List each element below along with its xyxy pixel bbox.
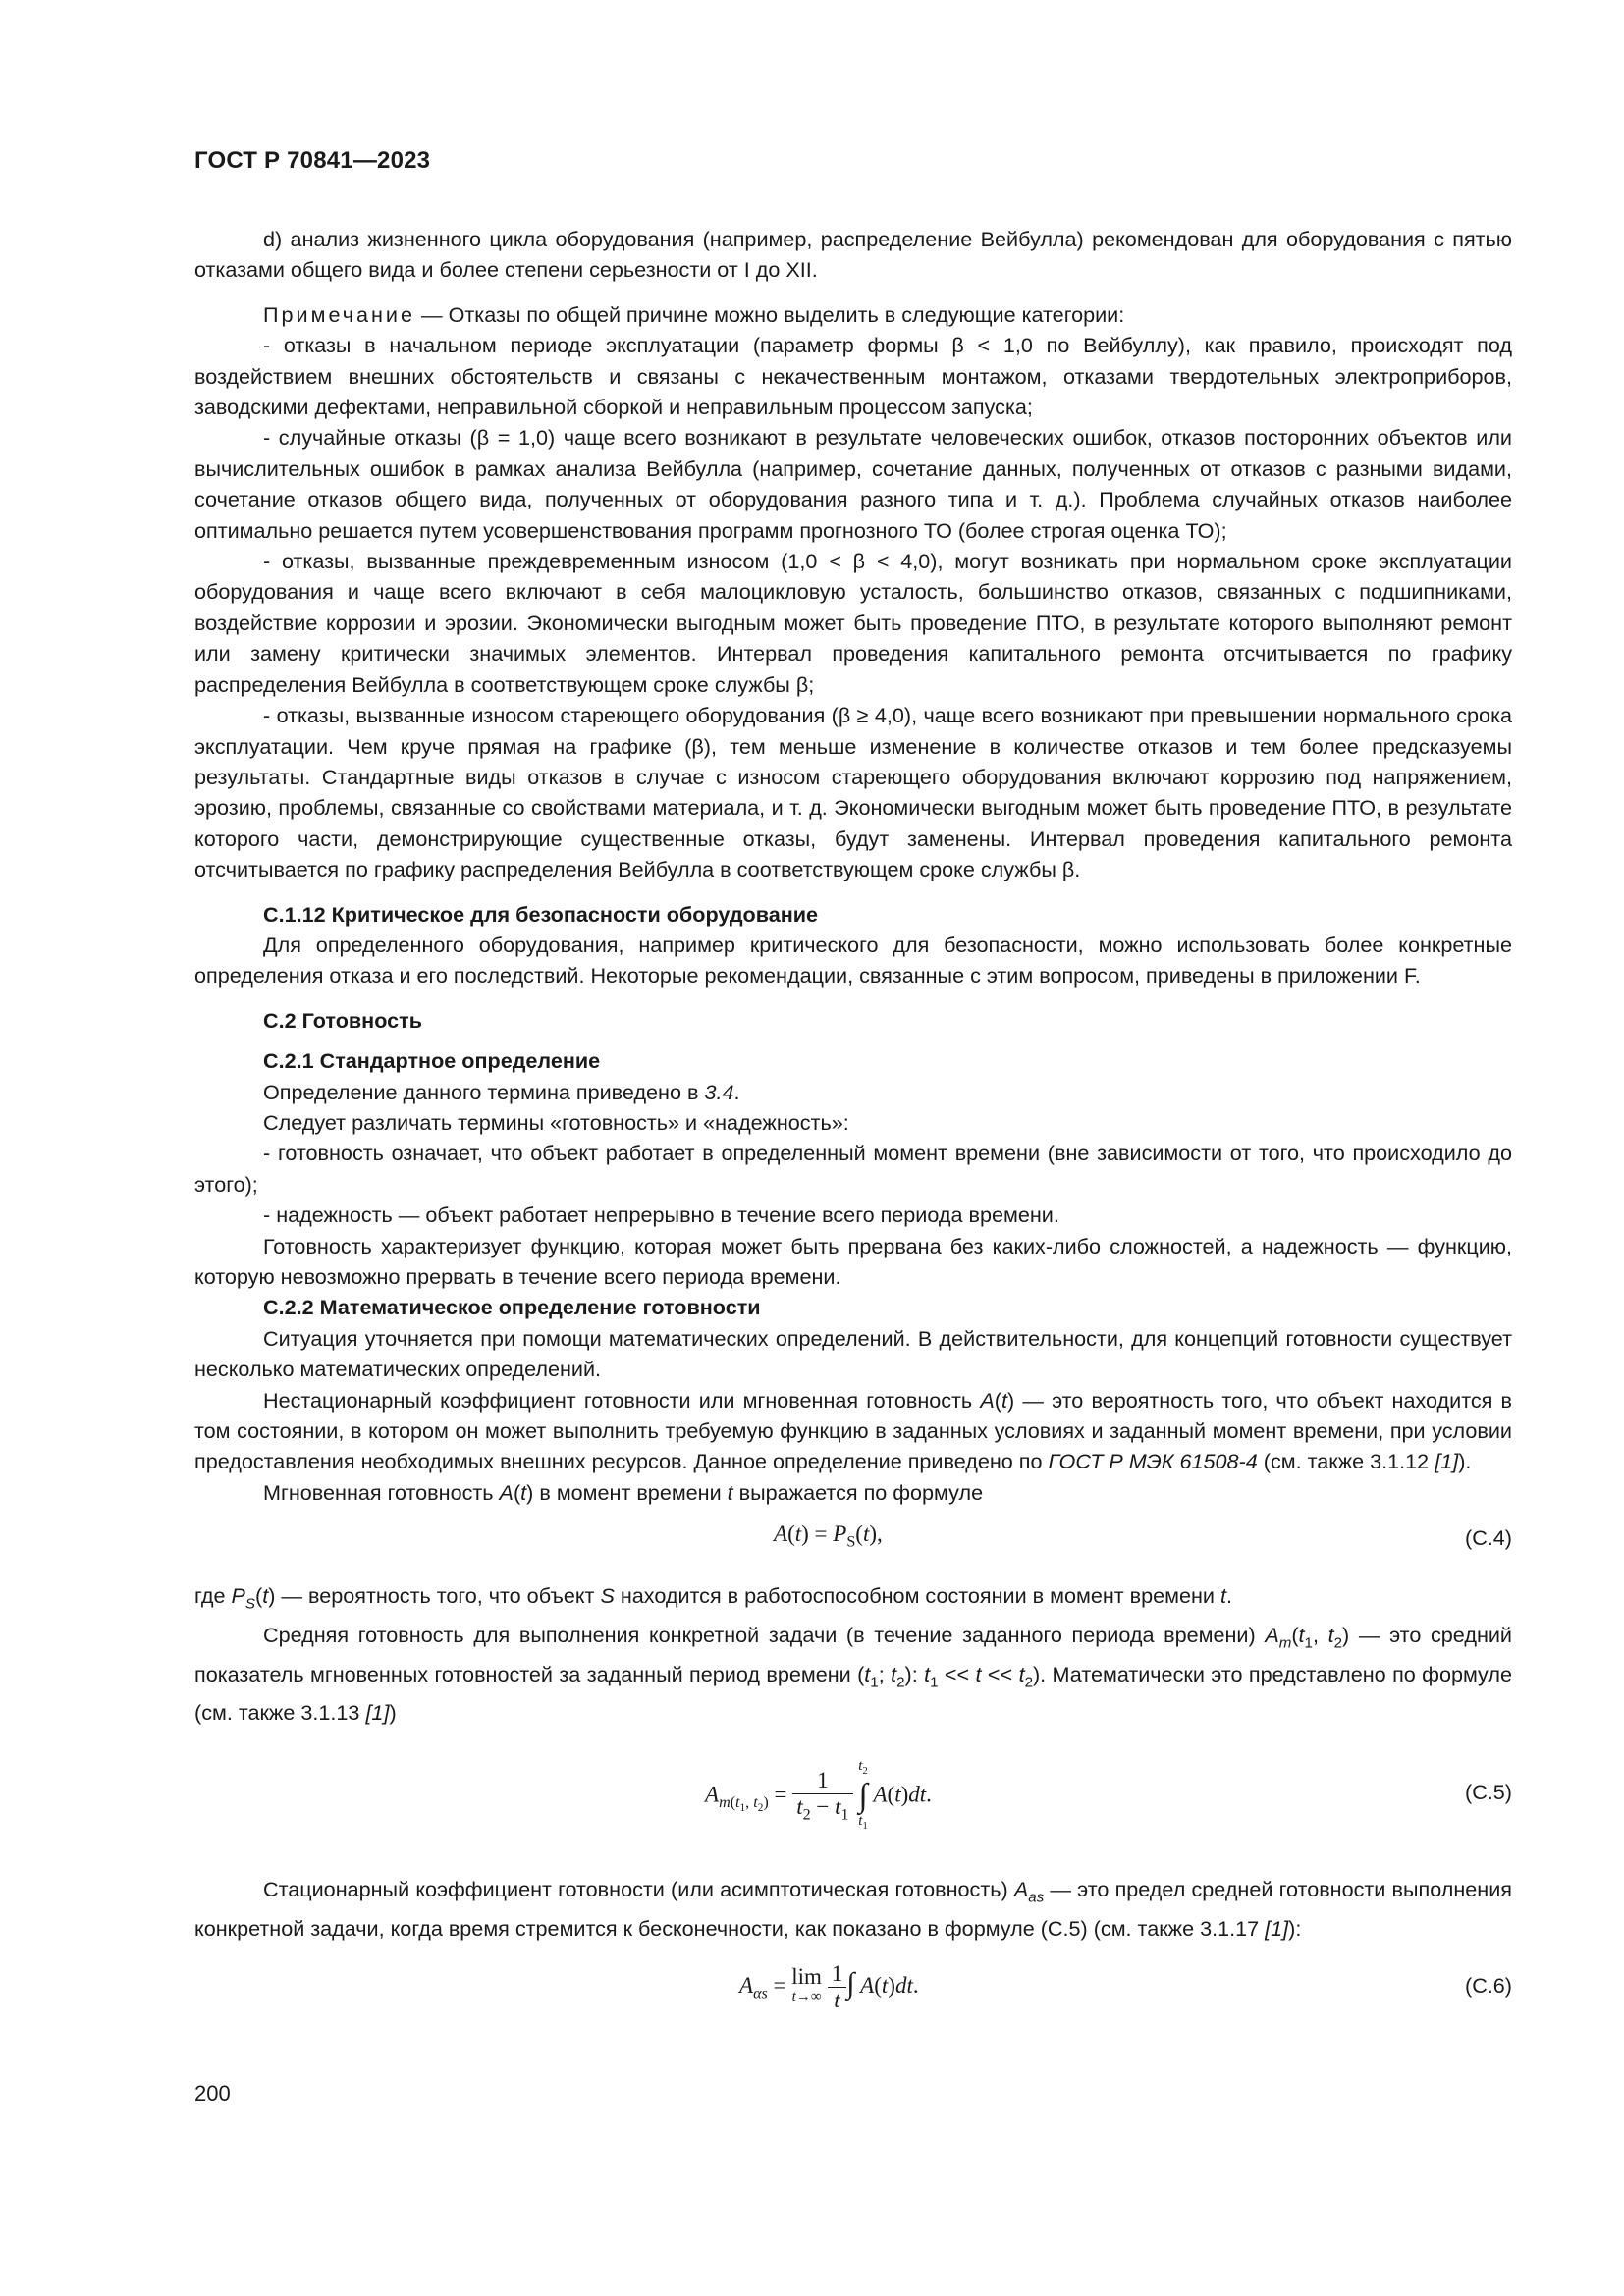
c21-line-2: Следует различать термины «готовность» и «надежность»: (263, 1109, 849, 1135)
equation-number: (С.5) (1465, 1779, 1512, 1804)
equation-c6: $A_{\alpha s} = \lim$ t→∞ $\frac{1}{t}$ ∫ A(t)dt. (С.6) (739, 1960, 1512, 2012)
section-c2-title: С.2 Готовность (263, 1007, 422, 1033)
c22-paragraph-4: Средняя готовность для выполнения конкретной задачи (в течение заданного периода времени) $A_m(t_1$, $t_2$) — это средний показатель мгновенных готовностей за заданный период времени ($t_1$; $t_2$): $t_1 << t << t_2$). Математически это представлено по формуле (см. также 3.1.13 [1]) (194, 1622, 1512, 1726)
c22-paragraph-3: Мгновенная готовность A(t) в момент времени t выражается по формуле (263, 1479, 984, 1505)
ref-iec-61508-4: ГОСТ Р МЭК 61508-4 (1048, 1449, 1258, 1474)
c21-line-3: - готовность означает, что объект работает в определенный момент времени (вне зависимости от того, что происходило до этого); (194, 1141, 1512, 1197)
section-c22-title: С.2.2 Математическое определение готовности (263, 1295, 761, 1320)
document-header: ГОСТ Р 70841—2023 (194, 147, 431, 174)
note-text: — Отказы по общей причине можно выделить в следующие категории: (415, 301, 1125, 327)
note-item: - отказы, вызванные износом стареющего оборудования (β ≥ 4,0), чаще всего возникают при превышении нормального срока эксплуатации. Чем круче прямая на графике (β), тем меньше изменение в количестве отказов и тем более предсказуемы результаты. Стандартные виды отказов в случае с износом стареющего оборудования включают коррозию под напряжением, эрозию, проблемы, связанные со свойствами материала, и т. д. Экономически выгодным может быть проведение ПТО, в результате которого части, демонстрирующие существенные отказы, будут заменены. Интервал проведения капитального ремонта отсчитывается по графику распределения Вейбулла в соответствующем сроке службы β. (194, 703, 1512, 882)
c21-line-5: Готовность характеризует функцию, которая может быть прервана без каких-либо сложностей, а надежность — функцию, которую невозможно прервать в течение всего периода времени. (194, 1233, 1512, 1289)
note-item: - отказы в начальном периоде эксплуатации (параметр формы β < 1,0 по Вейбуллу), как правило, происходят под воздействием внешних обстоятельств и связаны с некачественным монтажом, отказами твердотельных электроприборов, заводскими дефектами, неправильной сборкой и неправильным процессом запуска; (194, 333, 1512, 420)
equation-number: (С.6) (1465, 1972, 1512, 1998)
page-number: 200 (194, 2081, 231, 2106)
where-line: где $P_S(t)$ — вероятность того, что объект S находится в работоспособном состоянии в момент времени t. (194, 1583, 1232, 1613)
equation-c5: $A_{m(t_1, t_2)}$ = $\frac{1}{t_2 - t_1}$ $t_2$ ∫ $t_1$ A(t)dt. (С.5) (705, 1757, 1512, 1832)
equation-c4: $A(t) = P_S(t)$, (С.4) (774, 1522, 1512, 1551)
document-page (194, 147, 1512, 2061)
c21-line-1: Определение данного термина приведено в 3.4. (263, 1079, 740, 1104)
note-item: - отказы, вызванные преждевременным износом (1,0 < β < 4,0), могут возникать при нормальном сроке эксплуатации оборудования и чаще всего включают в себя малоцикловую усталость, большинство отказов, связанных с подшипниками, воздействие коррозии и эрозии. Экономически выгодным может быть проведение ПТО, в результате которого выполняют ремонт или замену критически значимых элементов. Интервал проведения капитального ремонта отсчитывается по графику распределения Вейбулла в соответствующем сроке службы β; (194, 549, 1512, 697)
section-c112-title: С.1.12 Критическое для безопасности оборудование (263, 901, 819, 927)
section-c112-text: Для определенного оборудования, например критического для безопасности, можно использовать более конкретные определения отказа и его последствий. Некоторые рекомендации, связанные с этим вопросом, приведены в приложении F. (194, 932, 1512, 988)
section-c21-title: С.2.1 Стандартное определение (263, 1048, 601, 1074)
ref-3-4: 3.4 (704, 1079, 734, 1104)
note-item: - случайные отказы (β = 1,0) чаще всего возникают в результате человеческих ошибок, отказов посторонних объектов или вычислительных ошибок в рамках анализа Вейбулла (например, сочетание данных, полученных от отказов с разными видами, сочетание отказов общего вида, полученных от оборудования разного типа и т. д.). Проблема случайных отказов наиболее оптимально решается путем усовершенствования программ прогнозного ТО (более строгая оценка ТО); (194, 425, 1512, 543)
c22-paragraph-5: Стационарный коэффициент готовности (или асимптотическая готовность) $A_{as}$ — это предел средней готовности выполнения конкретной задачи, когда время стремится к бесконечности, как показано в формуле (С.5) (см. также 3.1.17 [1]): (194, 1876, 1512, 1941)
paragraph-d: d) анализ жизненного цикла оборудования (например, распределение Вейбулла) рекомендован для оборудования с пятью отказами общего вида и более степени серьезности от I до XII. (194, 227, 1512, 283)
c22-paragraph-1: Ситуация уточняется при помощи математических определений. В действительности, для концепций готовности существует несколько математических определений. (194, 1325, 1512, 1382)
note-heading (194, 299, 1512, 330)
c21-line-4: - надежность — объект работает непрерывно в течение всего периода времени. (263, 1202, 1059, 1228)
equation-number: (С.4) (1465, 1525, 1512, 1551)
note-label: Примечание (263, 301, 415, 327)
c22-paragraph-2: Нестационарный коэффициент готовности или мгновенная готовность A(t) — это вероятность того, что объект находится в том состоянии, в котором он может выполнить требуемую функцию в заданных условиях и заданный момент времени, при условии предоставления необходимых внешних ресурсов. Данное определение приведено по ГОСТ Р МЭК 61508-4 (см. также 3.1.12 [1]). (194, 1387, 1512, 1474)
